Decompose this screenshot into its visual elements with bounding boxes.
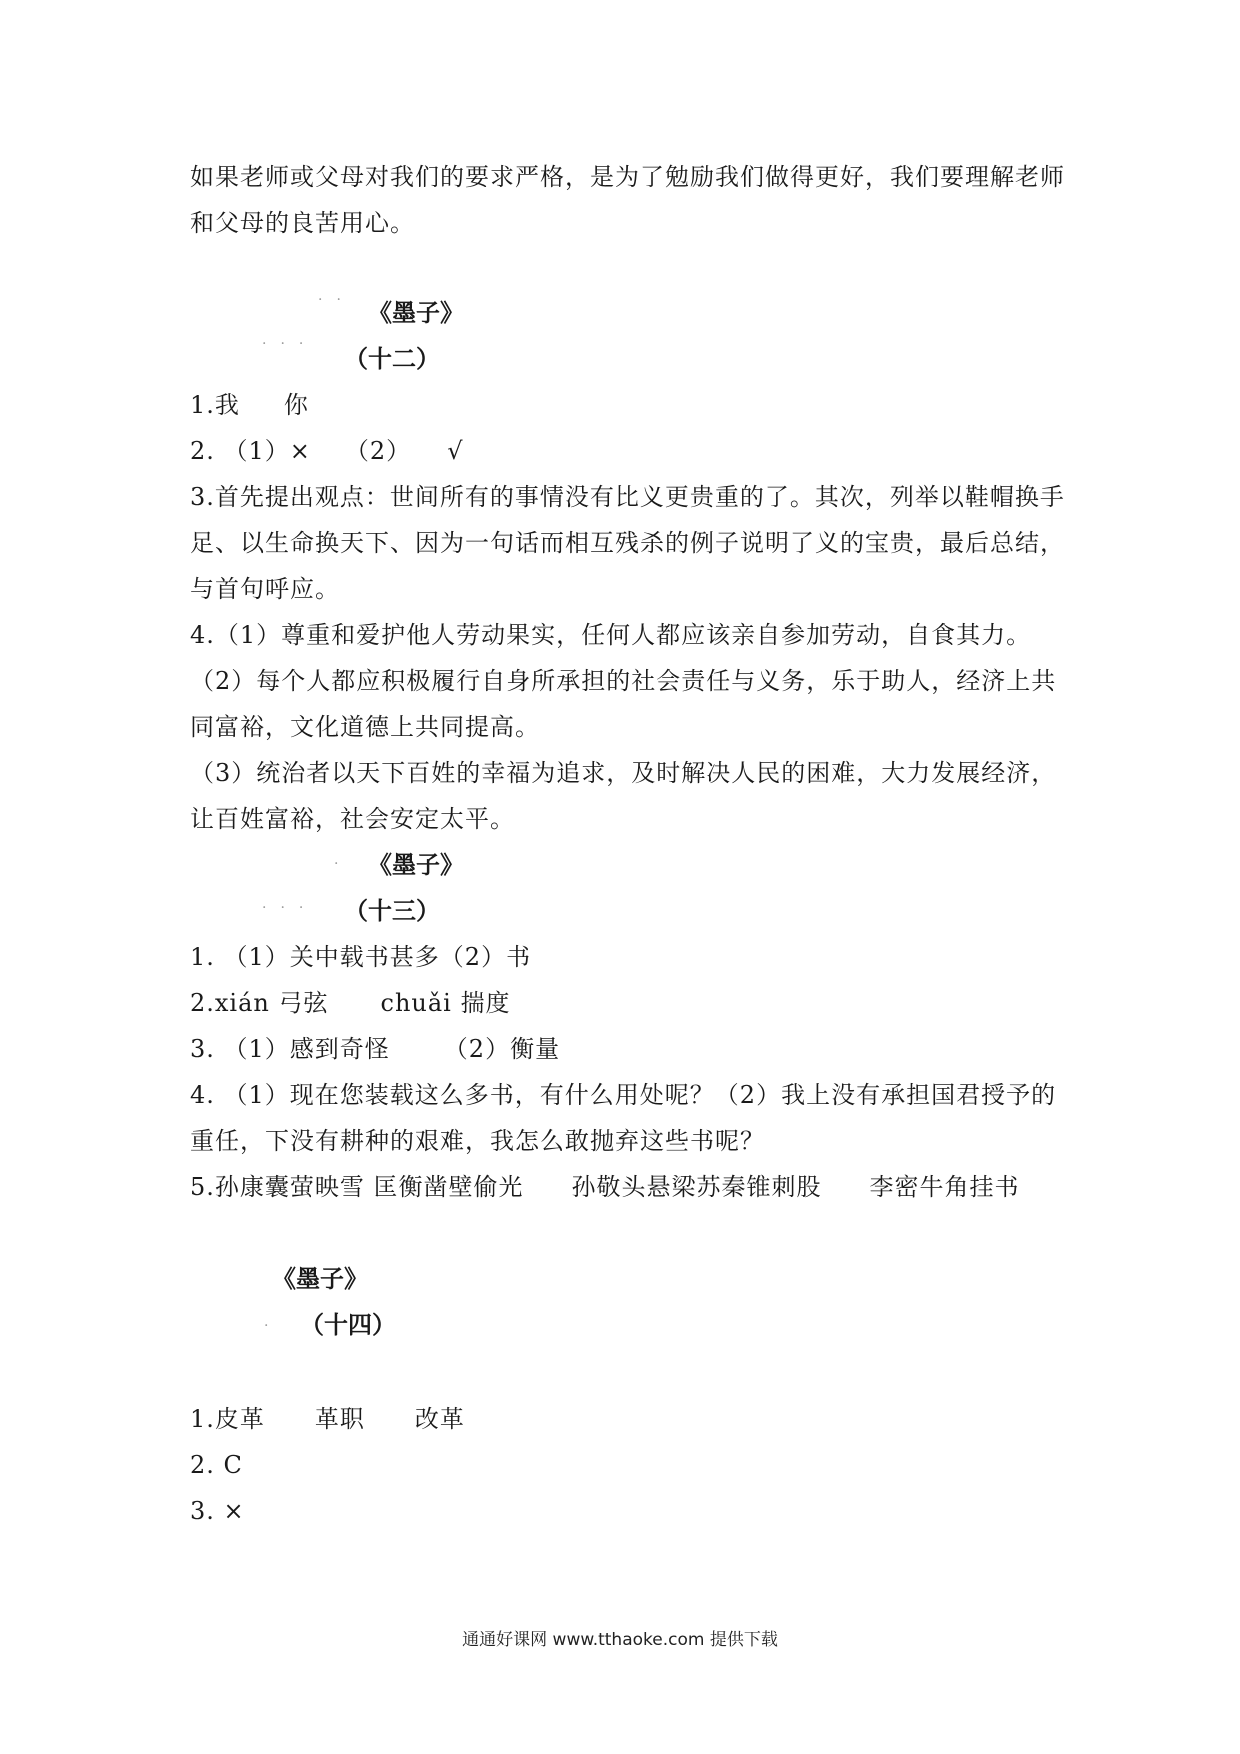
section-14-number: （十四） [300,1310,396,1339]
s12-q1-part1: 1.我 [190,391,240,419]
s12-q2 [190,436,463,466]
emphasis-dots: · [334,856,353,872]
s13-q2-part1: 2.xián 弓弦 [190,989,329,1017]
page-footer: 通通好课网 www.tthaoke.com 提供下载 [462,1630,778,1650]
s14-q1 [190,1404,465,1434]
s14-q1-part1: 1.皮革 [190,1405,265,1433]
s12-q1 [190,390,309,420]
s12-q3-line-1: 3.首先提出观点：世间所有的事情没有比义更贵重的了。其次，列举以鞋帽换手 [190,483,1065,511]
s14-q1-part3: 改革 [414,1405,465,1433]
s13-q5-part1: 5.孙康囊萤映雪 匡衡凿壁偷光 [190,1173,524,1201]
s13-q5-part3: 李密牛角挂书 [869,1173,1020,1201]
s13-q2-part2: chuǎi 揣度 [380,989,511,1017]
intro-line-2: 和父母的良苦用心。 [190,209,415,237]
s13-q1: 1. （1）关中载书甚多（2）书 [190,943,532,971]
s14-q3: 3. × [190,1497,245,1525]
section-12-number: （十二） [344,344,440,373]
s12-q1-part2: 你 [283,391,309,419]
s12-q2-part2: （2） [344,437,412,465]
s13-q3-part2: （2）衡量 [443,1035,561,1063]
s13-q3 [190,1034,560,1064]
intro-line-1: 如果老师或父母对我们的要求严格，是为了勉励我们做得更好，我们要理解老师 [190,163,1065,191]
s12-q3-line-2: 足、以生命换天下、因为一句话而相互残杀的例子说明了义的宝贵，最后总结， [190,529,1065,557]
s12-q4-line-5: 让百姓富裕，社会安定太平。 [190,805,515,833]
s13-q5 [190,1172,1020,1202]
emphasis-dots: ··· [262,900,318,916]
s12-q4-line-1: 4.（1）尊重和爱护他人劳动果实，任何人都应该亲自参加劳动，自食其力。 [190,621,1032,649]
s13-q3-part1: 3. （1）感到奇怪 [190,1035,390,1063]
emphasis-dots: · [264,1318,283,1334]
s12-q2-part3: √ [447,437,464,465]
s12-q4-line-3: 同富裕，文化道德上共同提高。 [190,713,540,741]
s12-q4-line-4: （3）统治者以天下百姓的幸福为追求，及时解决人民的困难，大力发展经济， [190,759,1057,787]
s12-q3-line-3: 与首句呼应。 [190,575,340,603]
s13-q4-line-2: 重任，下没有耕种的艰难，我怎么敢抛弃这些书呢？ [190,1127,765,1155]
s14-q2: 2. C [190,1451,243,1479]
s12-q2-part1: 2. （1）× [190,437,311,465]
section-13-number: （十三） [344,896,440,925]
emphasis-dots: ··· [262,336,318,352]
section-12-title: 《墨子》 [368,298,464,327]
s13-q4-line-1: 4. （1）现在您装载这么多书，有什么用处呢？（2）我上没有承担国君授予的 [190,1081,1057,1109]
section-13-title: 《墨子》 [368,850,464,879]
s13-q2 [190,988,510,1018]
s13-q5-part2: 孙敬头悬梁苏秦锥刺股 [571,1173,822,1201]
s14-q1-part2: 革职 [314,1405,365,1433]
emphasis-dots: ·· [318,292,355,308]
s12-q4-line-2: （2）每个人都应积极履行自身所承担的社会责任与义务，乐于助人，经济上共 [190,667,1057,695]
section-14-title: 《墨子》 [272,1264,368,1293]
